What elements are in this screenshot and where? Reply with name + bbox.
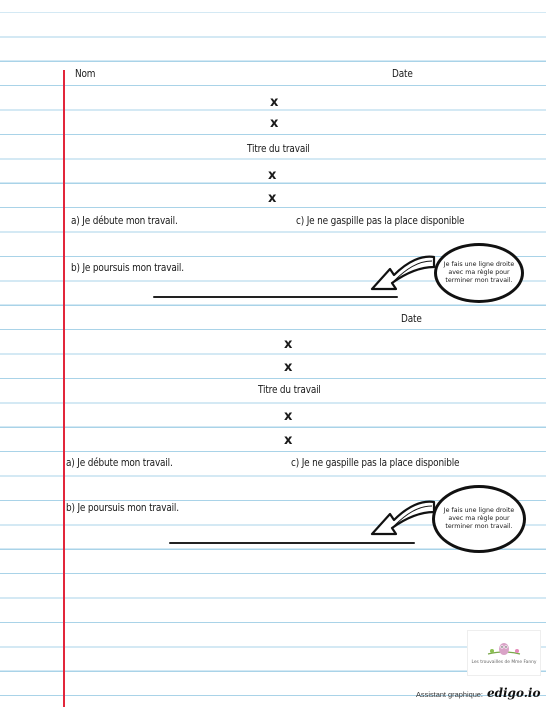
spacing-mark: x [284, 360, 293, 375]
arrow-icon [366, 498, 438, 542]
item-c: c) Je ne gaspille pas la place disponible [296, 215, 465, 227]
logo-caption: Les trouvailles de Mme Fanny [471, 660, 537, 665]
date-label: Date [392, 68, 413, 80]
item-a: a) Je débute mon travail. [66, 457, 173, 469]
item-a: a) Je débute mon travail. [71, 215, 178, 227]
tip-bubble [434, 243, 524, 303]
item-b: b) Je poursuis mon travail. [71, 262, 184, 274]
footer-label: Assistant graphique: [416, 690, 483, 699]
ruler-line [169, 542, 415, 544]
spacing-mark: x [284, 409, 293, 424]
item-c: c) Je ne gaspille pas la place disponible [291, 457, 460, 469]
item-b: b) Je poursuis mon travail. [66, 502, 179, 514]
spacing-mark: x [268, 191, 277, 206]
logo [467, 630, 541, 676]
edigo-brand[interactable]: edigo.io [486, 686, 541, 700]
tip-text: Je fais une ligne droite avec ma règle pour terminer mon travail. [443, 261, 515, 284]
tip-text: Je fais une ligne droite avec ma règle pour terminer mon travail. [443, 507, 515, 530]
work-title: Titre du travail [247, 143, 310, 155]
tip-bubble [432, 485, 526, 553]
name-label: Nom [75, 68, 96, 80]
spacing-mark: x [270, 116, 279, 131]
red-margin-line [63, 70, 65, 707]
spacing-mark: x [284, 433, 293, 448]
spacing-mark: x [268, 168, 277, 183]
spacing-mark: x [270, 95, 279, 110]
ruler-line [153, 296, 398, 298]
footer [416, 686, 540, 706]
work-title: Titre du travail [258, 384, 321, 396]
spacing-mark: x [284, 337, 293, 352]
arrow-icon [366, 253, 438, 297]
date-label: Date [401, 313, 422, 325]
owl-logo-icon [484, 641, 524, 657]
